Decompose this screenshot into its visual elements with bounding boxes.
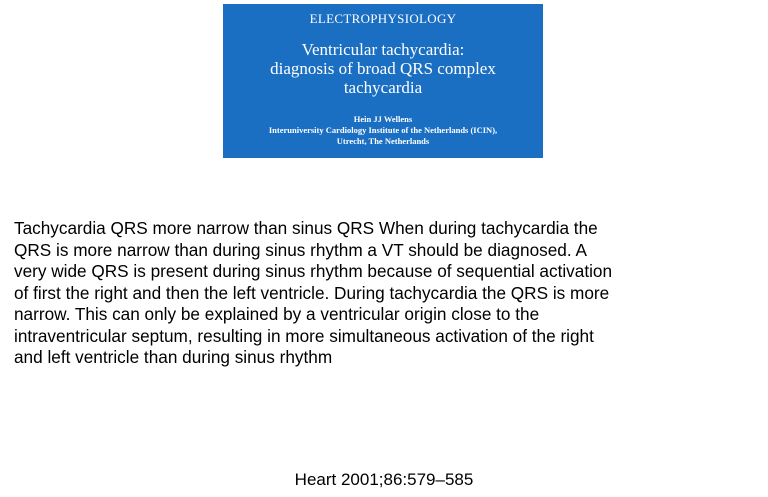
article-title: [223, 40, 543, 97]
body-line: narrow. This can only be explained by a ventricular origin close to the: [14, 304, 540, 324]
author-block: [223, 114, 543, 147]
article-title-card: [223, 4, 543, 158]
body-line: intraventricular septum, resulting in more simultaneous activation of the right: [14, 325, 594, 346]
article-title-line: Ventricular tachycardia:: [301, 40, 465, 59]
affiliation-line: Utrecht, The Netherlands: [336, 136, 430, 146]
body-line: of first the right and then the left ventricle. During tachycardia the QRS is more: [14, 282, 610, 303]
article-title-line: tachycardia: [343, 78, 423, 97]
article-title-line: diagnosis of broad QRS complex: [270, 59, 496, 78]
body-line: and left ventricle than during sinus rhythm: [14, 347, 333, 367]
section-label: ELECTROPHYSIOLOGY: [309, 11, 457, 26]
citation: Heart 2001;86:579–585: [294, 470, 474, 489]
body-paragraph: [14, 218, 758, 369]
author-name: Hein JJ Wellens: [353, 114, 413, 124]
body-line: Tachycardia QRS more narrow than sinus QRS When during tachycardia the: [14, 218, 598, 238]
affiliation-line: Interuniversity Cardiology Institute of the Netherlands (ICIN),: [268, 125, 498, 135]
body-line: QRS is more narrow than during sinus rhythm a VT should be diagnosed. A: [14, 239, 587, 260]
body-line: very wide QRS is present during sinus rhythm because of sequential activation: [14, 261, 613, 281]
